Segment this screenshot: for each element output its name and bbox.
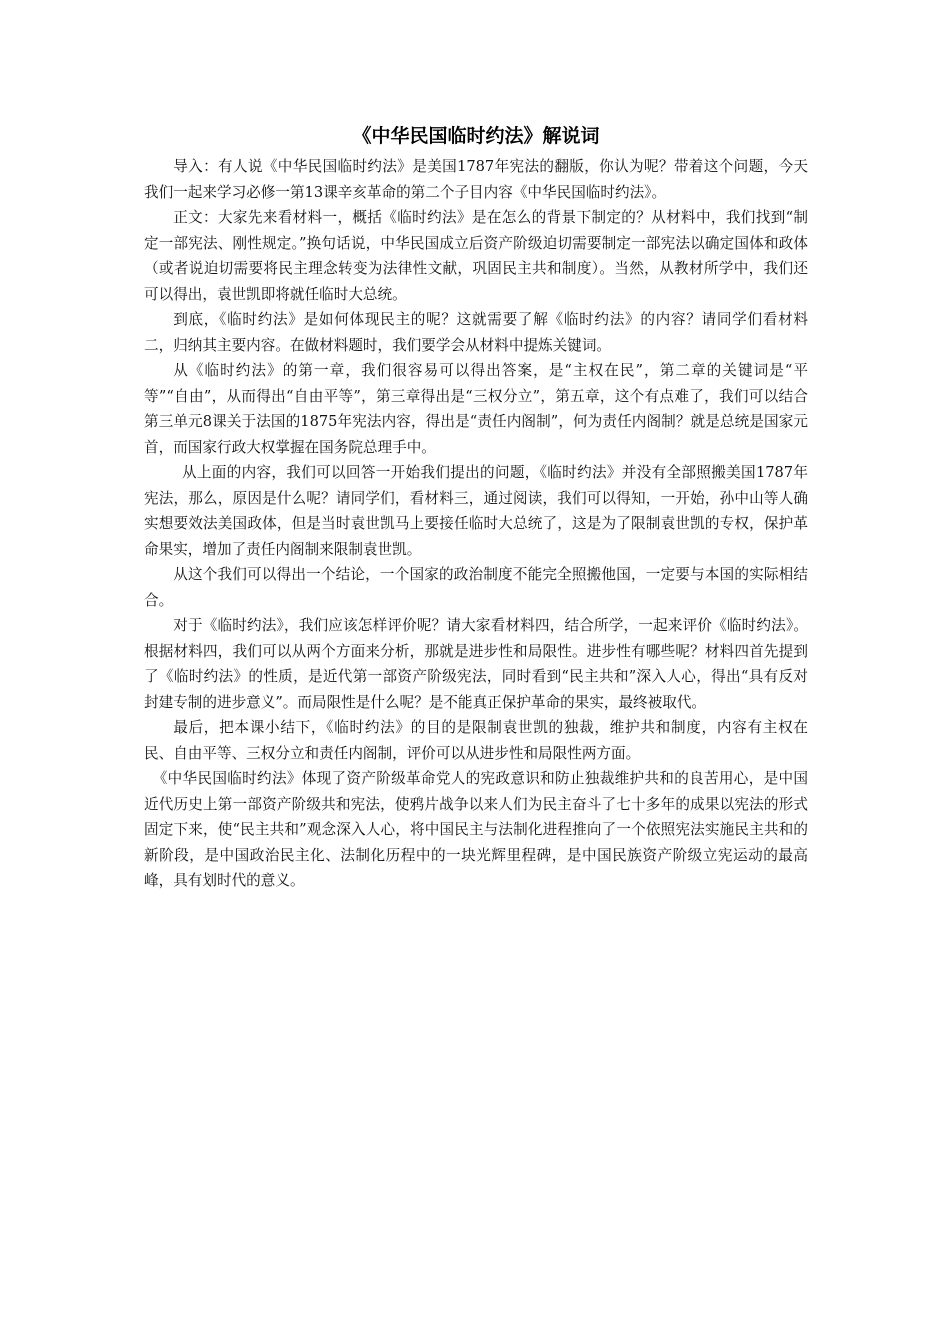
paragraph-summary: 最后，把本课小结下，《临时约法》的目的是限制袁世凯的独裁，维护共和制度，内容有主权在民、自由平等、三权分立和责任内阁制，评价可以从进步性和局限性两方面。 xyxy=(144,719,808,762)
paragraph-chapters: 从《临时约法》的第一章，我们很容易可以得出答案，是“主权在民”，第二章的关键词是“平等”“自由”，从而得出“自由平等”，第三章得出是“三权分立”，第五章，这个有点难了，我们可以结合第三单元8课关于法国的1875年宪法内容，得出是“责任内阁制”，何为责任内阁制？就是总统是国家元首，而国家行政大权掌握在国务院总理手中。 xyxy=(144,362,808,456)
paragraph-intro: 导入：有人说《中华民国临时约法》是美国1787年宪法的翻版，你认为呢？带着这个问题，今天我们一起来学习必修一第13课辛亥革命的第二个子目内容《中华民国临时约法》。 xyxy=(144,158,808,201)
paragraph-content-question: 到底，《临时约法》是如何体现民主的呢？这就需要了解《临时约法》的内容？请同学们看材料二，归纳其主要内容。在做材料题时，我们要学会从材料中提炼关键词。 xyxy=(144,311,808,354)
paragraph-significance: 《中华民国临时约法》体现了资产阶级革命党人的宪政意识和防止独裁维护共和的良苦用心，是中国近代历史上第一部资产阶级共和宪法，使鸦片战争以来人们为民主奋斗了七十多年的成果以宪法的形式固定下来，使“民主共和”观念深入人心，将中国民主与法制化进程推向了一个依照宪法实施民主共和的新阶段，是中国政治民主化、法制化历程中的一块光辉里程碑，是中国民族资产阶级立宪运动的最高峰，具有划时代的意义。 xyxy=(144,770,808,889)
paragraph-conclusion: 从这个我们可以得出一个结论，一个国家的政治制度不能完全照搬他国，一定要与本国的实际相结合。 xyxy=(144,566,808,609)
document-title: 《中华民国临时约法》解说词 xyxy=(352,125,600,147)
paragraph-reason: 从上面的内容，我们可以回答一开始我们提出的问题，《临时约法》并没有全部照搬美国1787年宪法，那么，原因是什么呢？请同学们，看材料三，通过阅读，我们可以得知，一开始，孙中山等人确实想要效法美国政体，但是当时袁世凯马上要接任临时大总统了，这是为了限制袁世凯的专权，保护革命果实，增加了责任内阁制来限制袁世凯。 xyxy=(144,464,808,558)
document-body xyxy=(144,122,808,894)
paragraph-evaluation: 对于《临时约法》，我们应该怎样评价呢？请大家看材料四，结合所学，一起来评价《临时约法》。根据材料四，我们可以从两个方面来分析，那就是进步性和局限性。进步性有哪些呢？材料四首先提到了《临时约法》的性质，是近代第一部资产阶级宪法，同时看到“民主共和”深入人心，得出“具有反对封建专制的进步意义”。而局限性是什么呢？是不能真正保护革命的果实，最终被取代。 xyxy=(144,617,808,711)
paragraph-background: 正文：大家先来看材料一，概括《临时约法》是在怎么的背景下制定的？从材料中，我们找到“制定一部宪法、刚性规定。”换句话说，中华民国成立后资产阶级迫切需要制定一部宪法以确定国体和政体（或者说迫切需要将民主理念转变为法律性文献，巩固民主共和制度）。当然，从教材所学中，我们还可以得出，袁世凯即将就任临时大总统。 xyxy=(144,209,808,303)
